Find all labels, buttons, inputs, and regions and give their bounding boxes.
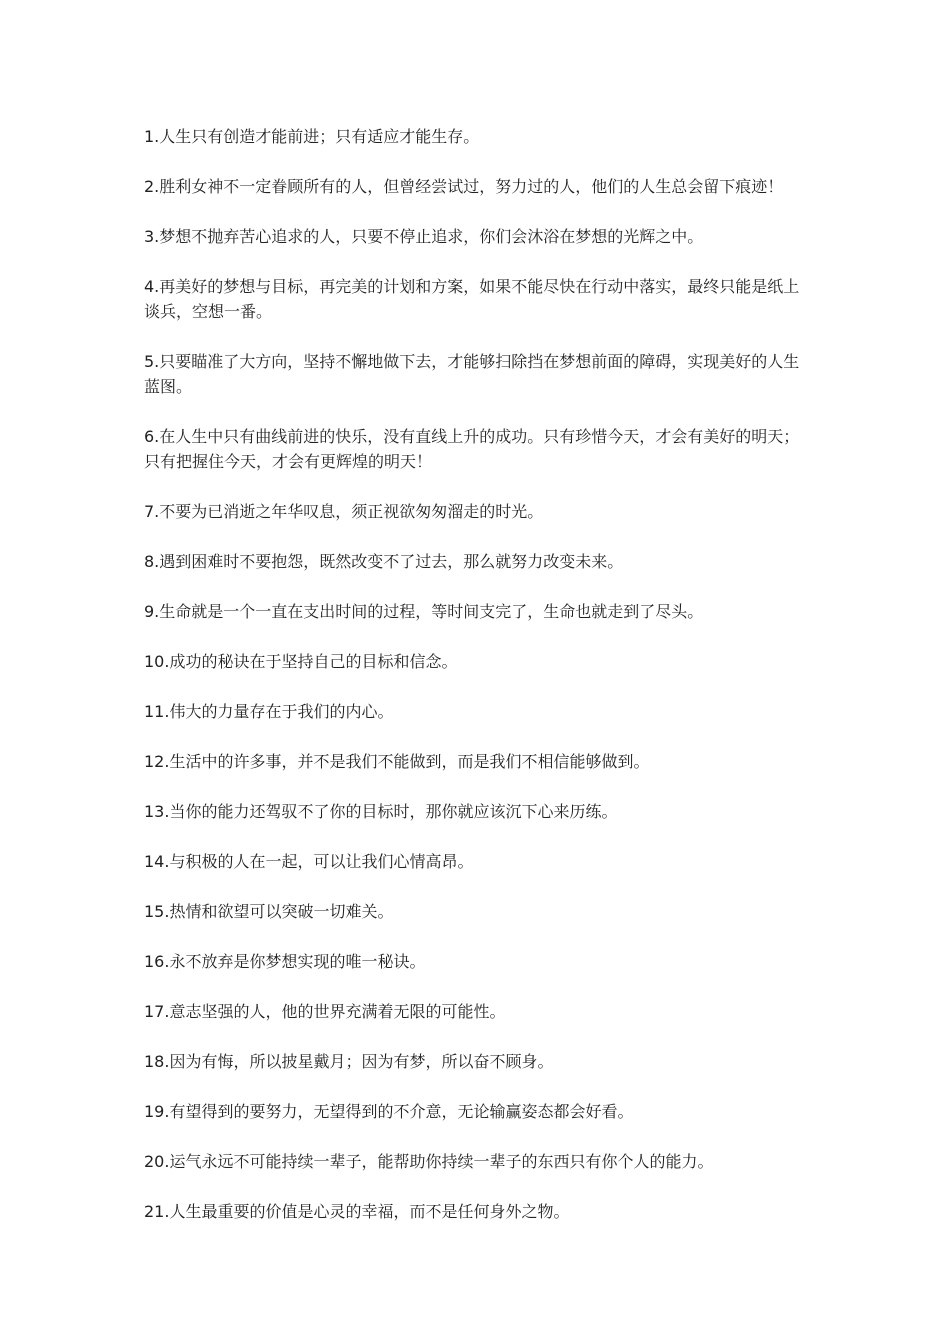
quote-item: 4.再美好的梦想与目标，再完美的计划和方案，如果不能尽快在行动中落实，最终只能是纸上谈兵，空想一番。 bbox=[144, 277, 800, 321]
quote-item: 10.成功的秘诀在于坚持自己的目标和信念。 bbox=[144, 652, 458, 671]
quote-item: 21.人生最重要的价值是心灵的幸福，而不是任何身外之物。 bbox=[144, 1202, 570, 1221]
quote-item: 14.与积极的人在一起，可以让我们心情高昂。 bbox=[144, 852, 474, 871]
quote-item: 12.生活中的许多事，并不是我们不能做到，而是我们不相信能够做到。 bbox=[144, 752, 650, 771]
quote-item: 19.有望得到的要努力，无望得到的不介意，无论输赢姿态都会好看。 bbox=[144, 1102, 634, 1121]
quote-item: 11.伟大的力量存在于我们的内心。 bbox=[144, 702, 394, 721]
quote-item: 9.生命就是一个一直在支出时间的过程，等时间支完了，生命也就走到了尽头。 bbox=[144, 602, 704, 621]
quote-item: 2.胜利女神不一定眷顾所有的人，但曾经尝试过，努力过的人，他们的人生总会留下痕迹！ bbox=[144, 177, 784, 196]
quote-item: 20.运气永远不可能持续一辈子，能帮助你持续一辈子的东西只有你个人的能力。 bbox=[144, 1152, 714, 1171]
quote-item: 16.永不放弃是你梦想实现的唯一秘诀。 bbox=[144, 952, 426, 971]
quote-item: 6.在人生中只有曲线前进的快乐，没有直线上升的成功。只有珍惜今天，才会有美好的明天；只有把握住今天，才会有更辉煌的明天！ bbox=[144, 427, 800, 471]
quote-item: 15.热情和欲望可以突破一切难关。 bbox=[144, 902, 394, 921]
quote-item: 8.遇到困难时不要抱怨，既然改变不了过去，那么就努力改变未来。 bbox=[144, 552, 624, 571]
quote-item: 17.意志坚强的人，他的世界充满着无限的可能性。 bbox=[144, 1002, 506, 1021]
quote-list bbox=[144, 124, 810, 1249]
quote-item: 1.人生只有创造才能前进；只有适应才能生存。 bbox=[144, 127, 480, 146]
quote-item: 7.不要为已消逝之年华叹息，须正视欲匆匆溜走的时光。 bbox=[144, 502, 544, 521]
quote-item: 3.梦想不抛弃苦心追求的人，只要不停止追求，你们会沐浴在梦想的光辉之中。 bbox=[144, 227, 704, 246]
quote-item: 13.当你的能力还驾驭不了你的目标时，那你就应该沉下心来历练。 bbox=[144, 802, 618, 821]
quote-item: 5.只要瞄准了大方向，坚持不懈地做下去，才能够扫除挡在梦想前面的障碍，实现美好的人生蓝图。 bbox=[144, 352, 800, 396]
quote-item: 18.因为有悔，所以披星戴月；因为有梦，所以奋不顾身。 bbox=[144, 1052, 554, 1071]
